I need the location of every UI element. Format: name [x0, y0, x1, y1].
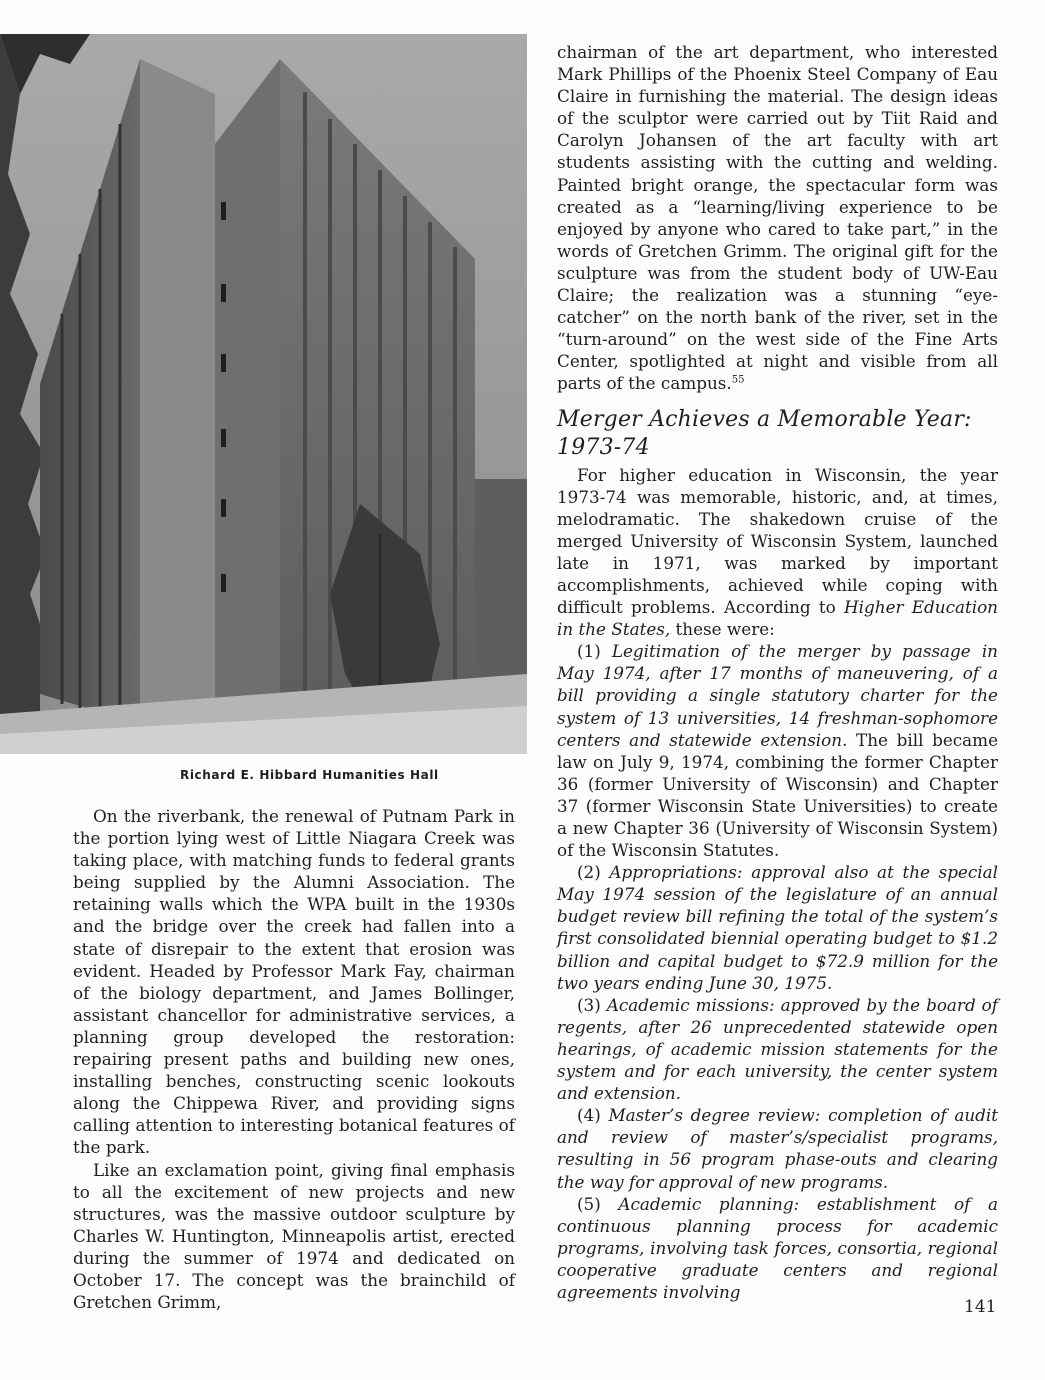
- merger-intro-end: these were:: [670, 619, 775, 640]
- paragraph-art-department: [557, 41, 998, 395]
- list-item-5-italic: Academic planning: establishment of a continuous planning process for academic programs, involving task forces, consortia, regional cooperative graduate centers and regional agreements involving: [557, 1193, 998, 1302]
- list-item-2-number: (2): [577, 862, 610, 883]
- section-heading: Merger Achieves a Memorable Year: 1973-74: [557, 406, 972, 460]
- merger-intro-text: For higher education in Wisconsin, the year 1973-74 was memorable, historic, and, at times, melodramatic. The shakedown cruise of the merged University of Wisconsin System, launched late in 1971, was marked by important accomplishments, achieved while coping with difficult problems. According to: [557, 464, 998, 618]
- list-item-3: [557, 994, 998, 1104]
- publication-title: Higher Education in the States,: [557, 597, 998, 640]
- right-column: [557, 41, 998, 1303]
- list-item-3-italic: Academic missions: approved by the board of regents, after 26 unprecedented statewide open hearings, of academic mission statements for the system and for each university, the center system and extension.: [557, 994, 998, 1104]
- list-item-4-italic: Master’s degree review: completion of audit and review of master’s/specialist programs, resulting in 56 program phase-outs and clearing the way for approval of new programs.: [557, 1105, 998, 1192]
- footnote-marker: 55: [731, 374, 745, 386]
- list-item-1-italic: Legitimation of the merger by passage in May 1974, after 17 months of maneuvering, of a bill providing a single statutory charter for the system of 13 universities, 14 freshman-sophomore centers and statewide extension.: [557, 641, 998, 750]
- photo-caption: Richard E. Hibbard Humanities Hall: [180, 768, 439, 782]
- humanities-hall-illustration: [0, 34, 527, 754]
- list-item-1: [557, 640, 998, 861]
- paragraph-putnam-park: On the riverbank, the renewal of Putnam Park in the portion lying west of Little Niagara Creek was taking place, with matching funds to federal grants being supplied by the Alumni Association. The retaining walls which the WPA built in the 1930s and the bridge over the creek had fallen into a state of disrepair to the extent that erosion was evident. Headed by Professor Mark Fay, chairman of the biology department, and James Bollinger, assistant chancellor for administrative services, a planning group developed the restoration: repairing present paths and building new ones, installing benches, constructing scenic lookouts along the Chippewa River, and providing signs calling attention to interesting botanical features of the park.: [73, 806, 515, 1158]
- list-item-2-italic: Appropriations: approval also at the special May 1974 session of the legislature of an annual budget review bill refining the total of the system’s first consolidated biennial operating budget to $1.2 billion and capital budget to $72.9 million for the two years ending June 30, 1975.: [557, 862, 999, 993]
- building-photo: [0, 34, 527, 754]
- list-item-3-number: (3): [577, 994, 607, 1015]
- list-item-1-number: (1): [577, 641, 612, 662]
- page-number: 141: [964, 1297, 997, 1317]
- left-column: [73, 805, 515, 1313]
- list-item-1-rest: The bill became law on July 9, 1974, combining the former Chapter 36 (former University of Wisconsin) and Chapter 37 (former Wisconsin State Universities) to create a new Chapter 36 (University of Wisconsin System) of the Wisconsin Statutes.: [557, 729, 998, 861]
- list-item-4: [557, 1104, 998, 1192]
- list-item-5-number: (5): [577, 1193, 619, 1214]
- list-item-2: [557, 861, 998, 994]
- paragraph-art-department-text: chairman of the art department, who interested Mark Phillips of the Phoenix Steel Company of Eau Claire in furnishing the material. The design ideas of the sculptor were carried out by Tiit Raid and Carolyn Johansen of the art faculty with art students assisting with the cutting and welding. Painted bright orange, the spectacular form was created as a “learning/living experience to be enjoyed by anyone who cared to take part,” in the words of Gretchen Grimm. The original gift for the sculpture was from the student body of UW-Eau Claire; the realization was a stunning “eye-catcher” on the north bank of the river, set in the “turn-around” on the west side of the Fine Arts Center, spotlighted at night and visible from all parts of the campus.: [557, 42, 998, 394]
- paragraph-merger-intro: [557, 464, 998, 641]
- list-item-4-number: (4): [577, 1105, 609, 1126]
- paragraph-sculpture: Like an exclamation point, giving final emphasis to all the excitement of new projects and new structures, was the massive outdoor sculpture by Charles W. Huntington, Minneapolis artist, erected during the summer of 1974 and dedicated on October 17. The concept was the brainchild of Gretchen Grimm,: [73, 1159, 515, 1313]
- list-item-5: [557, 1193, 998, 1303]
